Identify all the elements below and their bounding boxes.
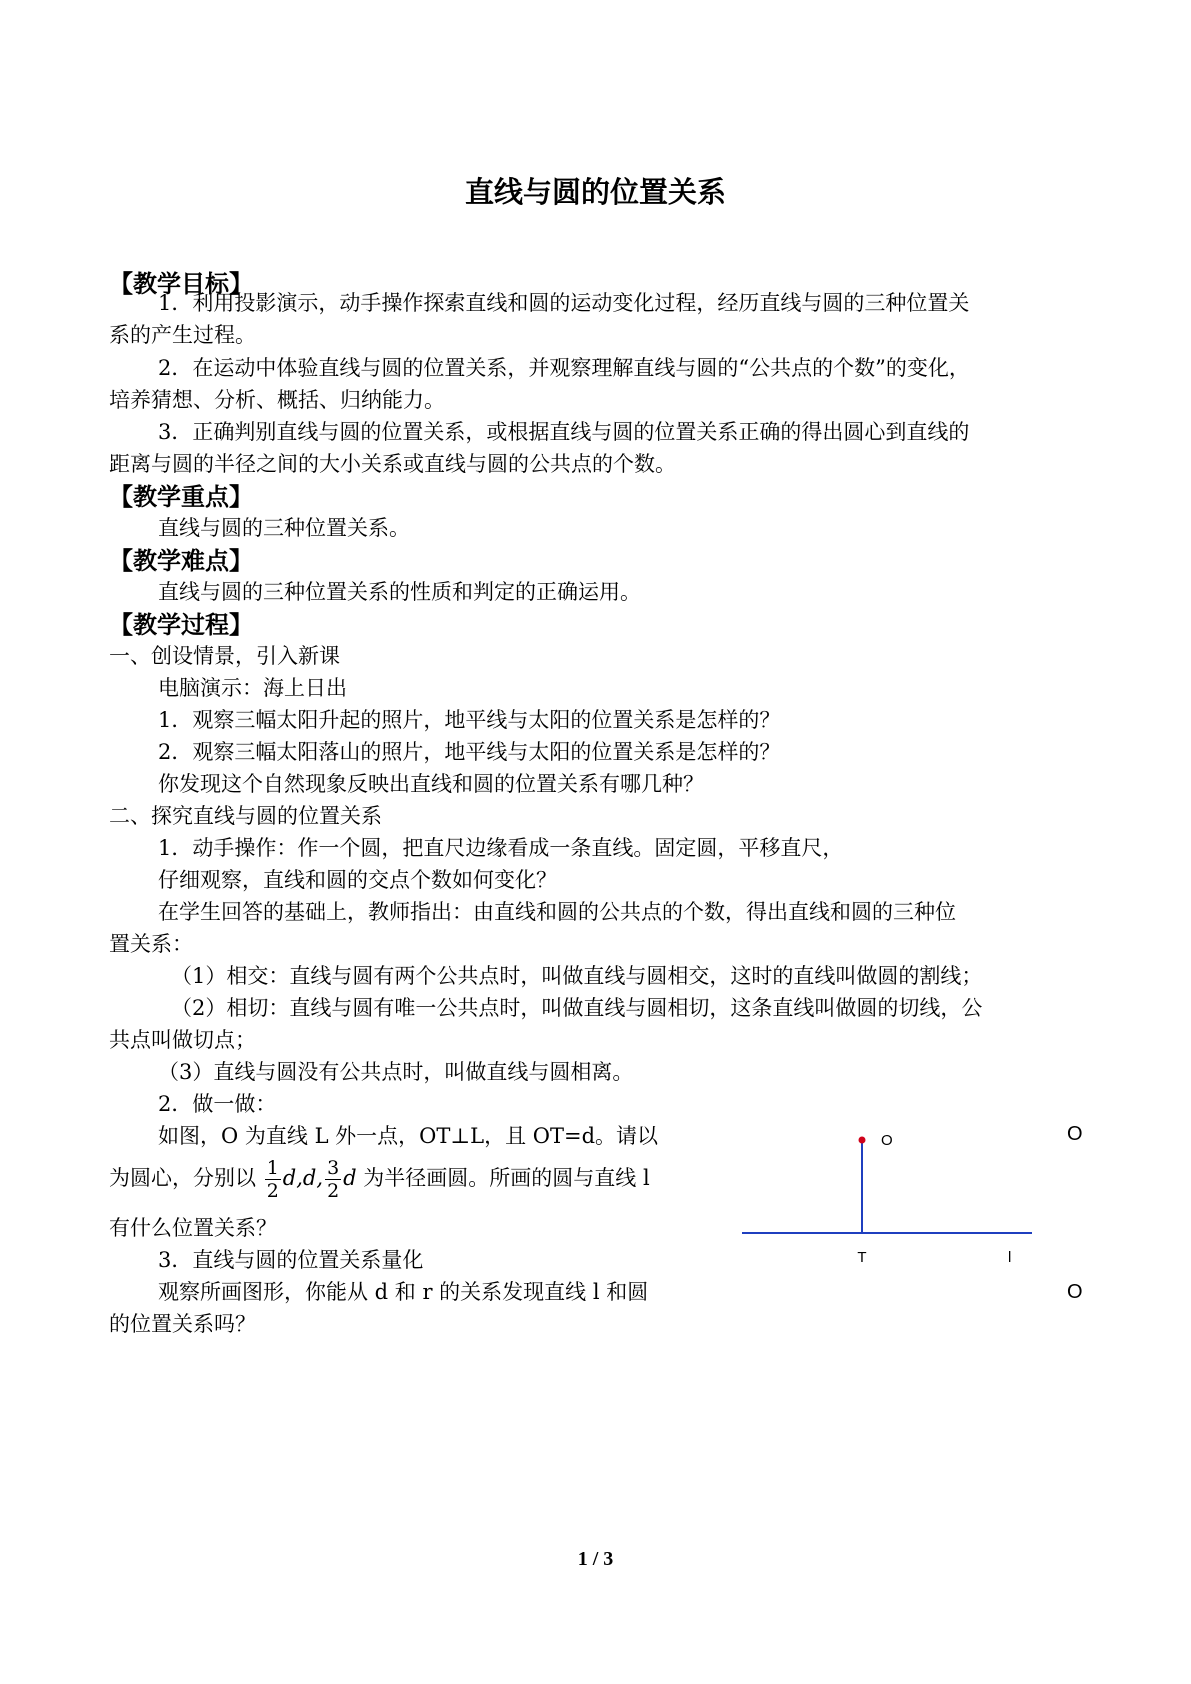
key-line: 直线与圆的三种位置关系。	[158, 516, 410, 540]
process-line-4: 2．观察三幅太阳落山的照片，地平线与太阳的位置关系是怎样的？	[158, 740, 781, 764]
process-line-20: 观察所画图形，你能从 d 和 r 的关系发现直线 l 和圆	[158, 1280, 649, 1304]
page-number: 1 / 3	[577, 1548, 614, 1570]
process-line-17-end: 为半径画圆。所画的圆与直线 l	[363, 1166, 650, 1190]
line-l-label: l	[1008, 1249, 1012, 1265]
process-line-13: 共点叫做切点；	[109, 1028, 256, 1052]
point-o-label: O	[881, 1132, 893, 1149]
side-label-o-2: O	[1067, 1281, 1083, 1303]
process-heading: 【教学过程】	[109, 611, 253, 639]
fraction-one-half	[265, 1157, 281, 1202]
side-label-o-1: O	[1067, 1123, 1083, 1145]
goals-line-6: 距离与圆的半径之间的大小关系或直线与圆的公共点的个数。	[109, 452, 676, 476]
goals-line-5: 3．正确判别直线与圆的位置关系，或根据直线与圆的位置关系正确的得出圆心到直线的	[158, 420, 970, 444]
page-title: 直线与圆的位置关系	[464, 175, 726, 209]
process-line-15: 2．做一做：	[158, 1092, 277, 1116]
point-o	[859, 1137, 866, 1144]
goals-line-4: 培养猜想、分析、概括、归纳能力。	[109, 388, 445, 412]
process-line-17-start: 为圆心，分别以	[109, 1166, 256, 1190]
process-line-9: 在学生回答的基础上，教师指出：由直线和圆的公共点的个数，得出直线和圆的三种位	[158, 900, 956, 924]
fraction-one-half-numerator: 1	[266, 1157, 279, 1179]
process-line-1: 一、创设情景，引入新课	[109, 644, 340, 668]
key-heading: 【教学重点】	[109, 483, 253, 511]
process-line-5: 你发现这个自然现象反映出直线和圆的位置关系有哪几种？	[158, 772, 704, 796]
difficult-heading: 【教学难点】	[109, 547, 253, 575]
fraction-one-half-denominator: 2	[266, 1180, 279, 1202]
process-line-14: （3）直线与圆没有公共点时，叫做直线与圆相离。	[158, 1060, 634, 1084]
process-line-21: 的位置关系吗？	[109, 1312, 256, 1336]
process-line-8: 仔细观察，直线和圆的交点个数如何变化？	[158, 868, 557, 892]
fraction-three-half-denominator: 2	[327, 1180, 340, 1202]
math-comma-2: ,	[316, 1166, 324, 1190]
goals-line-3: 2．在运动中体验直线与圆的位置关系，并观察理解直线与圆的“公共点的个数”的变化，	[158, 356, 970, 380]
process-line-17	[109, 1157, 650, 1202]
process-line-10: 置关系：	[109, 932, 193, 956]
process-line-19: 3．直线与圆的位置关系量化	[158, 1248, 424, 1272]
process-line-2: 电脑演示：海上日出	[158, 676, 347, 700]
math-comma-1: ,	[296, 1166, 303, 1190]
math-d-1: d	[282, 1166, 297, 1190]
goals-line-1: 1．利用投影演示，动手操作探索直线和圆的运动变化过程，经历直线与圆的三种位置关	[158, 291, 970, 315]
process-line-11: （1）相交：直线与圆有两个公共点时，叫做直线与圆相交，这时的直线叫做圆的割线；	[171, 964, 983, 988]
process-line-18: 有什么位置关系？	[109, 1216, 277, 1240]
process-line-16: 如图，O 为直线 L 外一点，OT⊥L，且 OT=d。请以	[158, 1124, 659, 1148]
fraction-three-half-numerator: 3	[327, 1157, 340, 1179]
point-t-label: T	[857, 1249, 867, 1265]
fraction-three-half	[325, 1157, 341, 1202]
process-line-7: 1．动手操作：作一个圆，把直尺边缘看成一条直线。固定圆，平移直尺，	[158, 836, 844, 860]
difficult-line: 直线与圆的三种位置关系的性质和判定的正确运用。	[158, 580, 641, 604]
goals-line-2: 系的产生过程。	[109, 323, 256, 347]
math-d-2: d	[302, 1166, 317, 1190]
geometry-figure	[735, 1120, 1035, 1265]
math-d-3: d	[343, 1166, 357, 1190]
process-line-3: 1．观察三幅太阳升起的照片，地平线与太阳的位置关系是怎样的？	[158, 708, 781, 732]
process-line-12: （2）相切：直线与圆有唯一公共点时，叫做直线与圆相切，这条直线叫做圆的切线，公	[171, 996, 983, 1020]
goals-heading: 【教学目标】	[109, 270, 253, 298]
process-line-6: 二、探究直线与圆的位置关系	[109, 804, 382, 828]
